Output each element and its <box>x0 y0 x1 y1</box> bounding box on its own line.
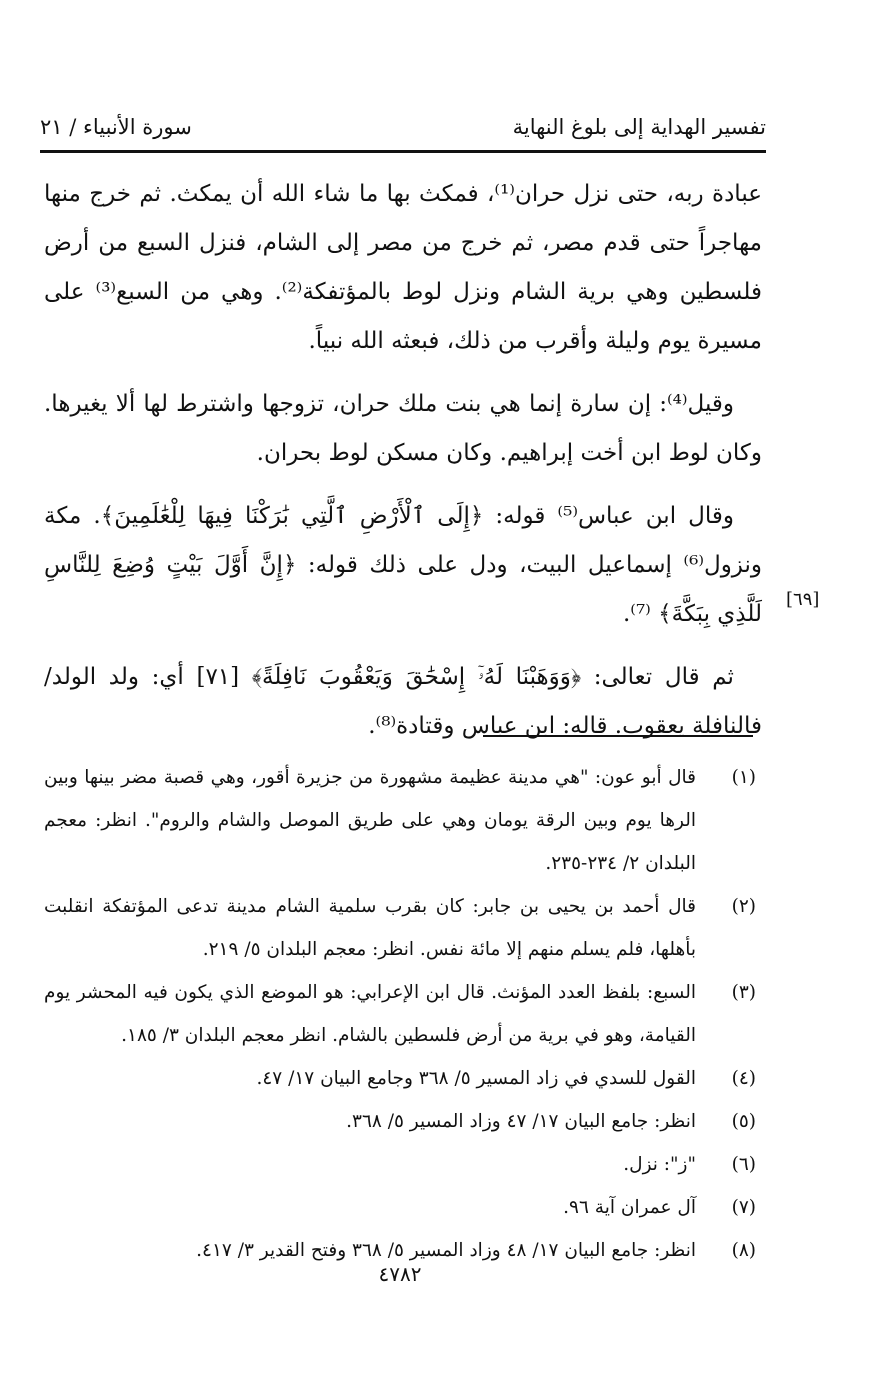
surah-reference: سورة الأنبياء / ٢١ <box>40 115 192 139</box>
paragraph-3-text-c: ⁽⁷⁾. <box>622 601 659 627</box>
footnote-text: انظر: جامع البيان ١٧/ ٤٨ وزاد المسير ٥/ ٣٦٨ وفتح القدير ٣/ ٤١٧. <box>196 1240 696 1261</box>
footnote-text: السبع: بلفظ العدد المؤنث. قال ابن الإعرابي: هو الموضع الذي يكون فيه المحشر يوم القيامة، وهو في برية من أرض فلسطين بالشام. انظر معجم البلدان ٣/ ١٨٥. <box>44 982 696 1046</box>
footnote <box>44 1143 756 1186</box>
footnotes <box>44 756 756 1272</box>
footnote-number: (٦) <box>731 1154 756 1175</box>
footnote <box>44 1100 756 1143</box>
paragraph-1: عبادة ربه، حتى نزل حران⁽¹⁾، فمكث بها ما شاء الله أن يمكث. ثم خرج منها مهاجراً حتى قدم مصر، ثم خرج من مصر إلى الشام، فنزل السبع من أرض فلسطين وهي برية الشام ونزل لوط بالمؤتفكة⁽²⁾. وهي من السبع⁽³⁾ على مسيرة يوم وليلة وأقرب من ذلك، فبعثه الله نبياً. <box>44 181 763 354</box>
footnote <box>44 971 756 1057</box>
footnote-number: (٣) <box>731 982 756 1003</box>
footnote-number: (١) <box>731 767 756 788</box>
footnote <box>44 885 756 971</box>
footnote <box>44 1057 756 1100</box>
footnote-number: (٧) <box>731 1197 756 1218</box>
paragraph-2: وقيل⁽⁴⁾: إن سارة إنما هي بنت ملك حران، تزوجها واشترط لها ألا يغيرها. وكان لوط ابن أخت إبراهيم. وكان مسكن لوط بحران. <box>44 391 762 466</box>
paragraph-3-text-b: . مكة ونزول⁽⁶⁾ إسماعيل البيت، ودل على ذلك قوله: <box>44 503 762 578</box>
footnote <box>44 756 756 885</box>
footnote-text: قال أحمد بن يحيى بن جابر: كان بقرب سلمية الشام مدينة تدعى المؤتفكة انقلبت بأهلها، فلم يسلم منهم إلا مائة نفس. انظر: معجم البلدان ٥/ ٢١٩. <box>44 896 696 960</box>
quran-verse-3: ﴿وَوَهَبْنَا لَهُۥٓ إِسْحَٰقَ وَيَعْقُوبَ نَافِلَةً﴾ <box>251 664 582 690</box>
footnote-text: آل عمران آية ٩٦. <box>563 1197 696 1218</box>
header-rule <box>40 150 766 153</box>
quran-verse-1: ﴿إِلَى ٱلْأَرْضِ ٱلَّتِي بَٰرَكْنَا فِيهَا لِلْعَٰلَمِينَ﴾ <box>100 503 484 529</box>
paragraph-4-text-a: ثم قال تعالى: <box>581 664 734 690</box>
paragraph-3 <box>44 492 762 639</box>
paragraph-3-text-a: وقال ابن عباس⁽⁵⁾ قوله: <box>483 503 734 529</box>
running-header <box>40 112 766 142</box>
footnote-number: (٨) <box>731 1240 756 1261</box>
manuscript-folio-ref: [٦٩] <box>786 589 820 610</box>
paragraph-4-text-b: [٧١] أي: ولد الولد/ فالنافلة يعقوب. قاله: ابن عباس وقتادة⁽⁸⁾. <box>44 664 762 739</box>
footnote-text: انظر: جامع البيان ١٧/ ٤٧ وزاد المسير ٥/ ٣٦٨. <box>346 1111 696 1132</box>
quran-verse-2: ﴿إِنَّ أَوَّلَ بَيْتٍ وُضِعَ لِلنَّاسِ لَلَّذِي بِبَكَّةَ﴾ <box>44 552 762 627</box>
footnote-number: (٤) <box>731 1068 756 1089</box>
footnote-text: قال أبو عون: "هي مدينة عظيمة مشهورة من جزيرة أقور، وهي قصبة مضر بينها وبين الرها يوم وبين الرقة يومان وهي على طريق الموصل والشام والروم". انظر: معجم البلدان ٢/ ٢٣٤-٢٣٥. <box>44 767 696 874</box>
footnote-number: (٢) <box>731 896 756 917</box>
footnote-number: (٥) <box>731 1111 756 1132</box>
book-title: تفسير الهداية إلى بلوغ النهاية <box>512 115 766 139</box>
page-number: ٤٧٨٢ <box>378 1262 422 1286</box>
footnote-text: "ز": نزل. <box>623 1154 696 1175</box>
footnote <box>44 1186 756 1229</box>
main-text <box>44 170 762 765</box>
footnote-text: القول للسدي في زاد المسير ٥/ ٣٦٨ وجامع البيان ١٧/ ٤٧. <box>256 1068 696 1089</box>
footnote-rule <box>483 735 753 737</box>
